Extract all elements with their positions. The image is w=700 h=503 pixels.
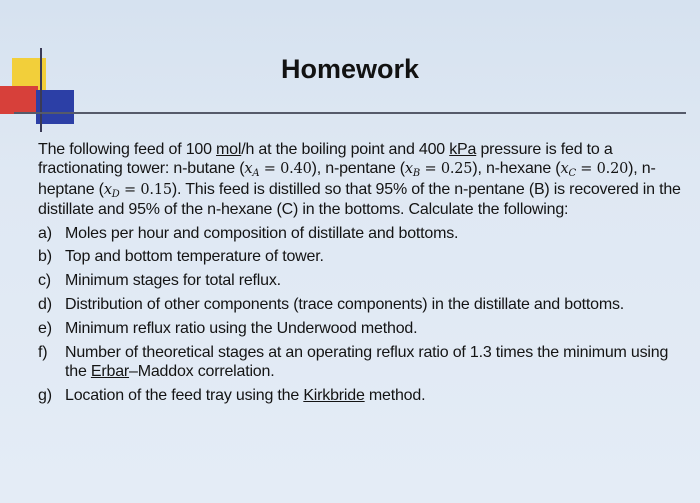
- item-text: Distribution of other components (trace components) in the distillate and bottoms.: [65, 296, 625, 314]
- intro-text-2: /h at the boiling point and 400: [241, 141, 450, 158]
- item-label: f): [38, 343, 48, 361]
- pressure-unit: kPa: [449, 141, 477, 158]
- item-label: d): [38, 296, 52, 314]
- slide-content: [38, 140, 688, 405]
- intro-text-1: The following feed of 100: [38, 141, 217, 158]
- erbar-underlined: Erbar: [90, 362, 130, 380]
- item-text: Minimum stages for total reflux.: [65, 272, 281, 290]
- heptane-fraction: $x_D = 0.15$: [103, 181, 172, 200]
- item-text: Moles per hour and composition of distillate and bottoms.: [65, 224, 459, 242]
- item-label: g): [38, 386, 52, 404]
- item-label: b): [38, 248, 52, 266]
- intro-text-6: ), n-heptane (: [38, 160, 656, 198]
- slide-title: Homework: [280, 54, 420, 84]
- list-item: [38, 319, 688, 338]
- kirkbride-underlined: Kirkbride: [303, 386, 365, 404]
- item-label: e): [38, 319, 52, 337]
- hexane-fraction: $x_C = 0.20$: [560, 161, 629, 180]
- task-list: [38, 224, 688, 405]
- intro-text-3: pressure is fed to a fractionating tower: n-butane (: [38, 141, 613, 178]
- intro-text-7: ). This feed is distilled so that 95% of the n-pentane (B) is recovered in the distillate and 95% of the n-hexane (C) in the bottoms. Calculate the following:: [38, 180, 681, 218]
- item-text: Number of theoretical stages at an operating reflux ratio of 1.3 times the minimum using the Erbar–Maddox correlation.: [65, 343, 669, 380]
- item-text: Top and bottom temperature of tower.: [65, 248, 324, 266]
- item-text: Minimum reflux ratio using the Underwood method.: [65, 319, 418, 337]
- item-label: c): [38, 272, 51, 290]
- flow-unit: mol: [216, 141, 242, 158]
- list-item: [38, 224, 688, 243]
- pentane-fraction: $x_B = 0.25$: [404, 161, 473, 180]
- list-item: [38, 247, 688, 266]
- intro-text-5: ), n-hexane (: [472, 160, 561, 178]
- title-divider: [14, 112, 686, 114]
- red-square: [0, 86, 38, 114]
- list-item: [38, 343, 688, 382]
- item-text: Location of the feed tray using the Kirkbride method.: [65, 386, 426, 404]
- list-item: [38, 295, 688, 314]
- item-label: a): [38, 224, 52, 242]
- list-item: [38, 386, 688, 405]
- list-item: [38, 271, 688, 290]
- butane-fraction: $x_A = 0.40$: [244, 161, 312, 180]
- problem-statement: [38, 140, 688, 219]
- intro-text-4: ), n-pentane (: [311, 160, 405, 178]
